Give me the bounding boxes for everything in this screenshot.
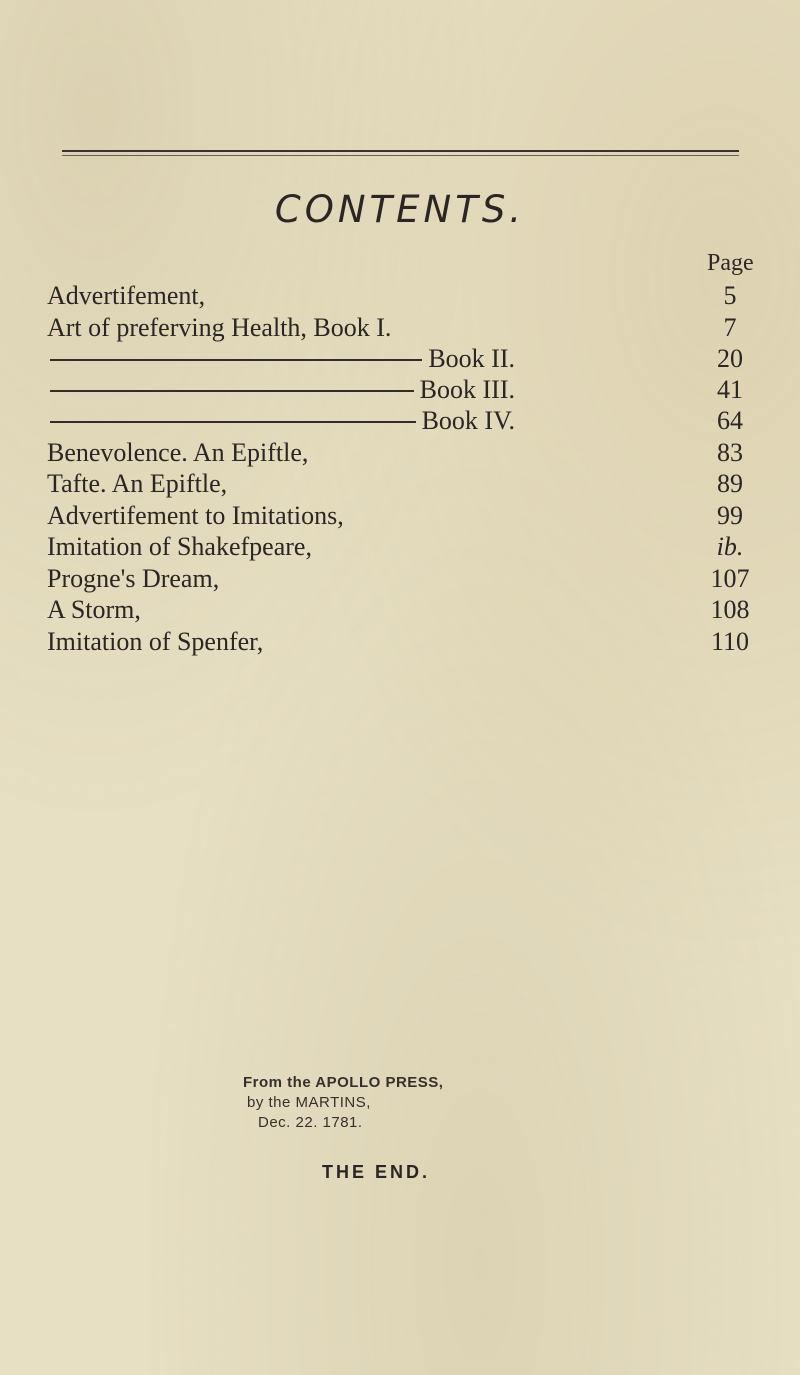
imprint-line: by the MARTINS, xyxy=(247,1094,371,1111)
entry-title: Progne's Dream, xyxy=(47,564,220,593)
contents-entry xyxy=(0,532,800,562)
entry-title: Advertifement, xyxy=(47,281,206,310)
contents-entry xyxy=(0,375,800,405)
contents-entry xyxy=(0,627,800,657)
entry-page-number: 41 xyxy=(717,375,743,404)
entry-title-ditto xyxy=(50,375,515,405)
page-column-label: Page xyxy=(707,250,754,276)
entry-page-number: 99 xyxy=(717,501,743,530)
contents-entry xyxy=(0,564,800,594)
entry-page-number: 83 xyxy=(717,438,743,467)
entry-page-number: 110 xyxy=(710,627,750,656)
entry-page-number: 89 xyxy=(717,469,743,498)
page-title: CONTENTS. xyxy=(274,188,526,231)
entry-title: Imitation of Spenfer, xyxy=(47,627,264,656)
contents-entry xyxy=(0,281,800,311)
entry-page-number: 107 xyxy=(710,564,750,593)
ditto-rule xyxy=(50,390,414,392)
entry-title: A Storm, xyxy=(47,595,141,624)
entry-title-ditto xyxy=(50,344,515,374)
entry-title: Advertifement to Imitations, xyxy=(47,501,344,530)
entry-title: Art of preferving Health, Book I. xyxy=(47,313,392,342)
contents-entry xyxy=(0,595,800,625)
entry-title: Benevolence. An Epiftle, xyxy=(47,438,309,467)
printer-imprint xyxy=(0,1073,800,1133)
ditto-rule xyxy=(50,421,416,423)
entry-page-number: 108 xyxy=(710,595,750,624)
contents-entry xyxy=(0,438,800,468)
entry-title: Book III. xyxy=(419,375,515,404)
entry-title: Imitation of Shakefpeare, xyxy=(47,532,312,561)
entry-page-number: 64 xyxy=(717,406,743,435)
entry-page-number: 5 xyxy=(723,281,737,310)
contents-entry xyxy=(0,313,800,343)
the-end-text: THE END. xyxy=(322,1162,431,1182)
ditto-rule xyxy=(50,359,422,361)
imprint-line: From the APOLLO PRESS, xyxy=(243,1074,444,1091)
entry-title: Tafte. An Epiftle, xyxy=(47,469,228,498)
entry-title: Book IV. xyxy=(421,406,515,435)
contents-entry xyxy=(0,344,800,374)
contents-entry xyxy=(0,469,800,499)
entry-title: Book II. xyxy=(428,344,515,373)
entry-page-number: 7 xyxy=(723,313,737,342)
entry-page-number: 20 xyxy=(717,344,743,373)
imprint-date: Dec. 22. 1781. xyxy=(258,1114,363,1131)
contents-entry xyxy=(0,501,800,531)
header-rule xyxy=(62,150,739,152)
entry-title-ditto xyxy=(50,406,515,436)
entry-page-number: ib. xyxy=(716,532,744,561)
contents-entry xyxy=(0,406,800,436)
